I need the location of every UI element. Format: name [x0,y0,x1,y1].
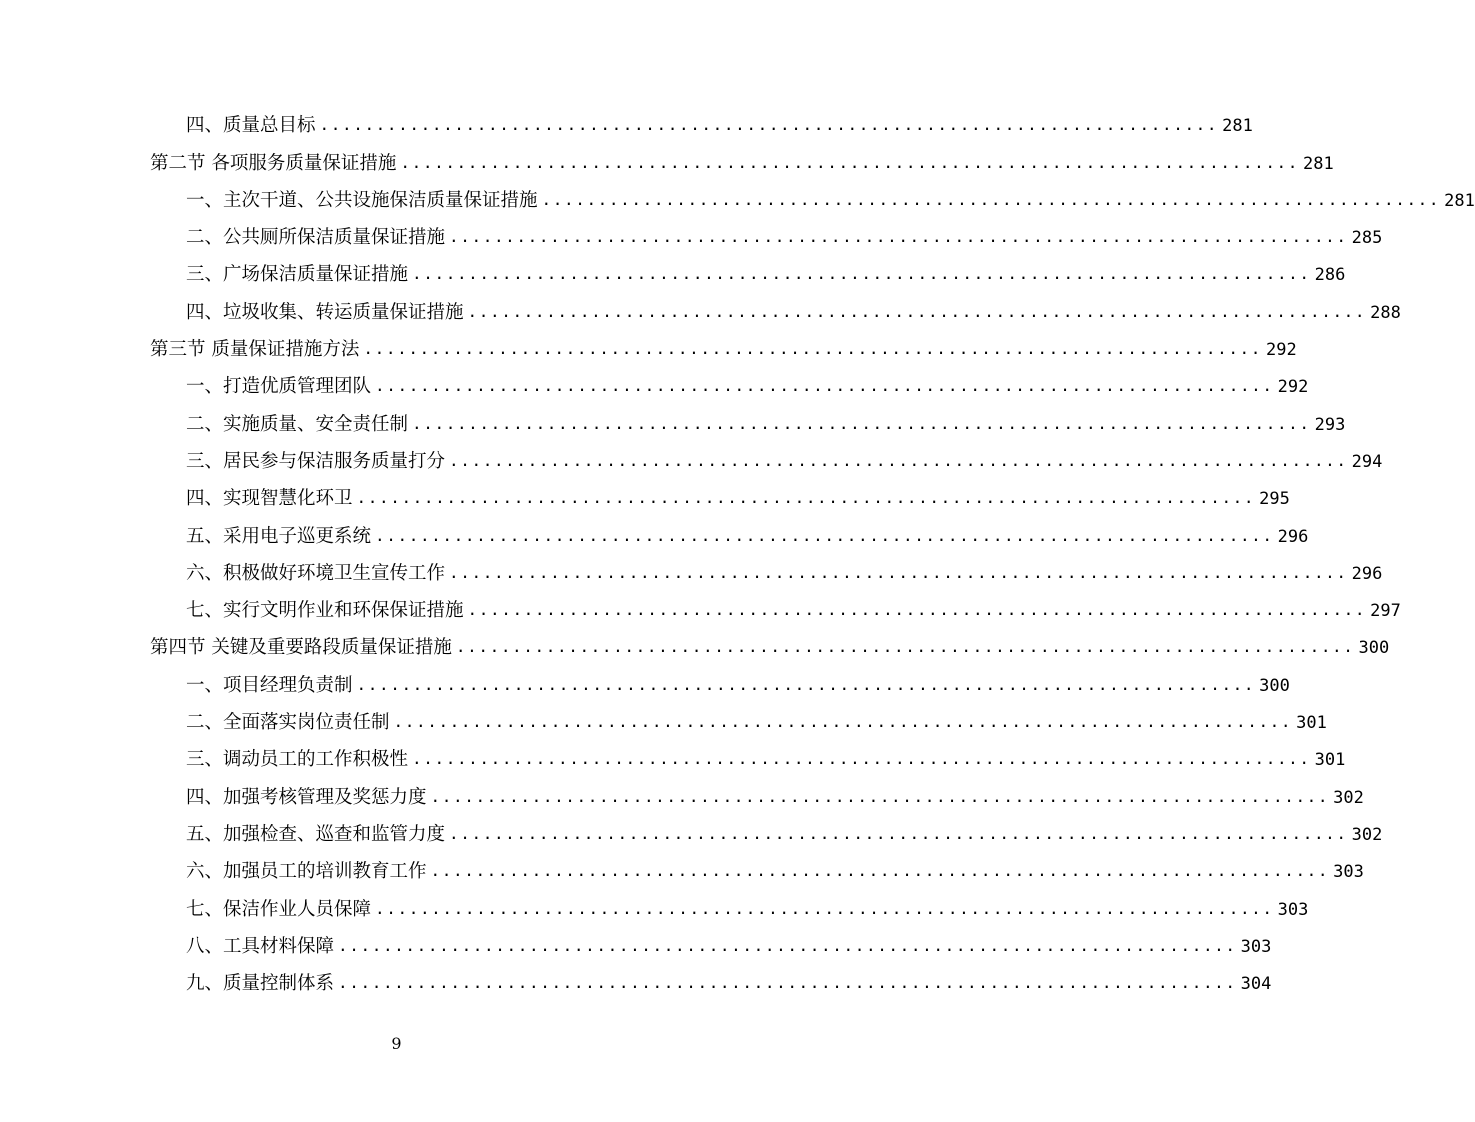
toc-entry-title: 四、加强考核管理及奖惩力度 [186,786,427,808]
toc-entry-title: 第二节 各项服务质量保证措施 [150,152,397,174]
toc-entry-title: 第三节 质量保证措施方法 [150,339,360,361]
toc-entry-page: 292 [1277,377,1309,398]
toc-entry-title: 九、质量控制体系 [186,973,335,995]
dot-leader: ................................................................................ [449,227,1348,247]
toc-entry-title: 五、采用电子巡更系统 [186,525,372,547]
toc-entry-page: 303 [1333,862,1364,883]
dot-leader: ................................................................................ [363,339,1263,359]
page-number: 9 [391,1034,402,1053]
dot-leader: ................................................................................ [449,823,1348,843]
dot-leader: ................................................................................ [356,674,1256,694]
toc-entry-page: 288 [1370,302,1401,323]
toc-entry-page: 281 [1222,116,1253,137]
toc-entry[interactable] [150,813,1383,850]
dot-leader: ................................................................................ [393,712,1293,732]
toc-entry[interactable] [150,402,1346,439]
toc-entry-title: 三、调动员工的工作积极性 [186,749,409,771]
toc-entry-title: 第四节 关键及重要路段质量保证措施 [150,637,452,659]
toc-entry-page: 296 [1277,526,1309,547]
toc-entry-page: 302 [1351,824,1383,845]
toc-entry[interactable] [150,290,1401,327]
dot-leader: ................................................................................ [375,376,1274,396]
toc-entry-page: 301 [1314,750,1346,771]
toc-entry-title: 六、加强员工的培训教育工作 [186,861,427,883]
toc-entry-page: 300 [1259,675,1290,696]
dot-leader: ................................................................................ [449,450,1348,470]
toc-entry-page: 286 [1314,265,1346,286]
dot-leader: ................................................................................ [338,935,1237,955]
dot-leader: ................................................................................ [430,786,1330,806]
toc-entry[interactable] [150,738,1346,775]
toc-entry-title: 八、工具材料保障 [186,935,335,957]
toc-entry-title: 三、居民参与保洁服务质量打分 [186,450,446,472]
toc-entry-page: 300 [1358,638,1390,659]
toc-entry-page: 302 [1333,787,1364,808]
toc-entry-page: 301 [1296,713,1327,734]
toc-entry[interactable] [150,626,1390,663]
dot-leader: ................................................................................ [400,152,1300,172]
toc-entry-page: 304 [1240,974,1272,995]
dot-leader: ................................................................................ [375,525,1274,545]
dot-leader: ................................................................................ [412,413,1311,433]
toc-entry[interactable] [150,514,1309,551]
toc-entry-page: 297 [1370,601,1401,622]
toc-entry[interactable] [150,328,1297,365]
dot-leader: ................................................................................ [375,898,1274,918]
toc-entry[interactable] [150,253,1346,290]
toc-entry-page: 295 [1259,489,1290,510]
toc-entry-title: 四、垃圾收集、转运质量保证措施 [186,301,464,323]
toc-entry-page: 293 [1314,414,1346,435]
toc-entry[interactable] [150,850,1364,887]
toc-entry[interactable] [150,589,1401,626]
dot-leader: ................................................................................ [430,861,1330,881]
toc-entry[interactable] [150,477,1290,514]
toc-entry[interactable] [150,179,1475,216]
dot-leader: ................................................................................ [356,488,1256,508]
dot-leader: ................................................................................ [319,115,1219,135]
toc-entry-page: 292 [1266,340,1297,361]
dot-leader: ................................................................................ [338,973,1237,993]
toc-entry-title: 五、加强检查、巡查和监管力度 [186,823,446,845]
toc-entry[interactable] [150,552,1383,589]
toc-entry[interactable] [150,440,1383,477]
toc-entry-page: 296 [1351,563,1383,584]
toc-entry[interactable] [150,701,1327,738]
toc-entry[interactable] [150,216,1383,253]
toc-entry-title: 一、打造优质管理团队 [186,376,372,398]
toc-entry[interactable] [150,663,1290,700]
toc-entry[interactable] [150,962,1272,999]
toc-entry-title: 一、项目经理负责制 [186,674,353,696]
toc-entry[interactable] [150,365,1309,402]
toc-entry-title: 四、质量总目标 [186,115,316,137]
dot-leader: ................................................................................ [541,189,1441,209]
toc-entry-title: 二、全面落实岗位责任制 [186,712,390,734]
toc-entry-title: 四、实现智慧化环卫 [186,488,353,510]
toc-entry-title: 一、主次干道、公共设施保洁质量保证措施 [186,189,538,211]
toc-entry[interactable] [150,141,1334,178]
toc-entry-page: 281 [1303,153,1334,174]
toc-entry-title: 七、实行文明作业和环保保证措施 [186,600,464,622]
toc-entry-page: 303 [1277,899,1309,920]
toc-entry-title: 七、保洁作业人员保障 [186,898,372,920]
toc-entry-page: 285 [1351,228,1383,249]
toc-entry-title: 六、积极做好环境卫生宣传工作 [186,562,446,584]
dot-leader: ................................................................................ [412,749,1311,769]
toc-entry[interactable] [150,925,1272,962]
dot-leader: ................................................................................ [467,301,1367,321]
toc-entry-title: 二、公共厕所保洁质量保证措施 [186,227,446,249]
dot-leader: ................................................................................ [412,264,1311,284]
toc-entry-title: 二、实施质量、安全责任制 [186,413,409,435]
toc-entry[interactable] [150,104,1253,141]
toc-entry[interactable] [150,775,1364,812]
toc-entry-title: 三、广场保洁质量保证措施 [186,264,409,286]
toc-entry[interactable] [150,887,1309,924]
toc-entry-page: 303 [1240,936,1272,957]
table-of-contents [150,104,1475,999]
toc-entry-page: 281 [1444,190,1475,211]
toc-entry-page: 294 [1351,451,1383,472]
dot-leader: ................................................................................ [467,600,1367,620]
dot-leader: ................................................................................ [455,637,1355,657]
dot-leader: ................................................................................ [449,562,1348,582]
